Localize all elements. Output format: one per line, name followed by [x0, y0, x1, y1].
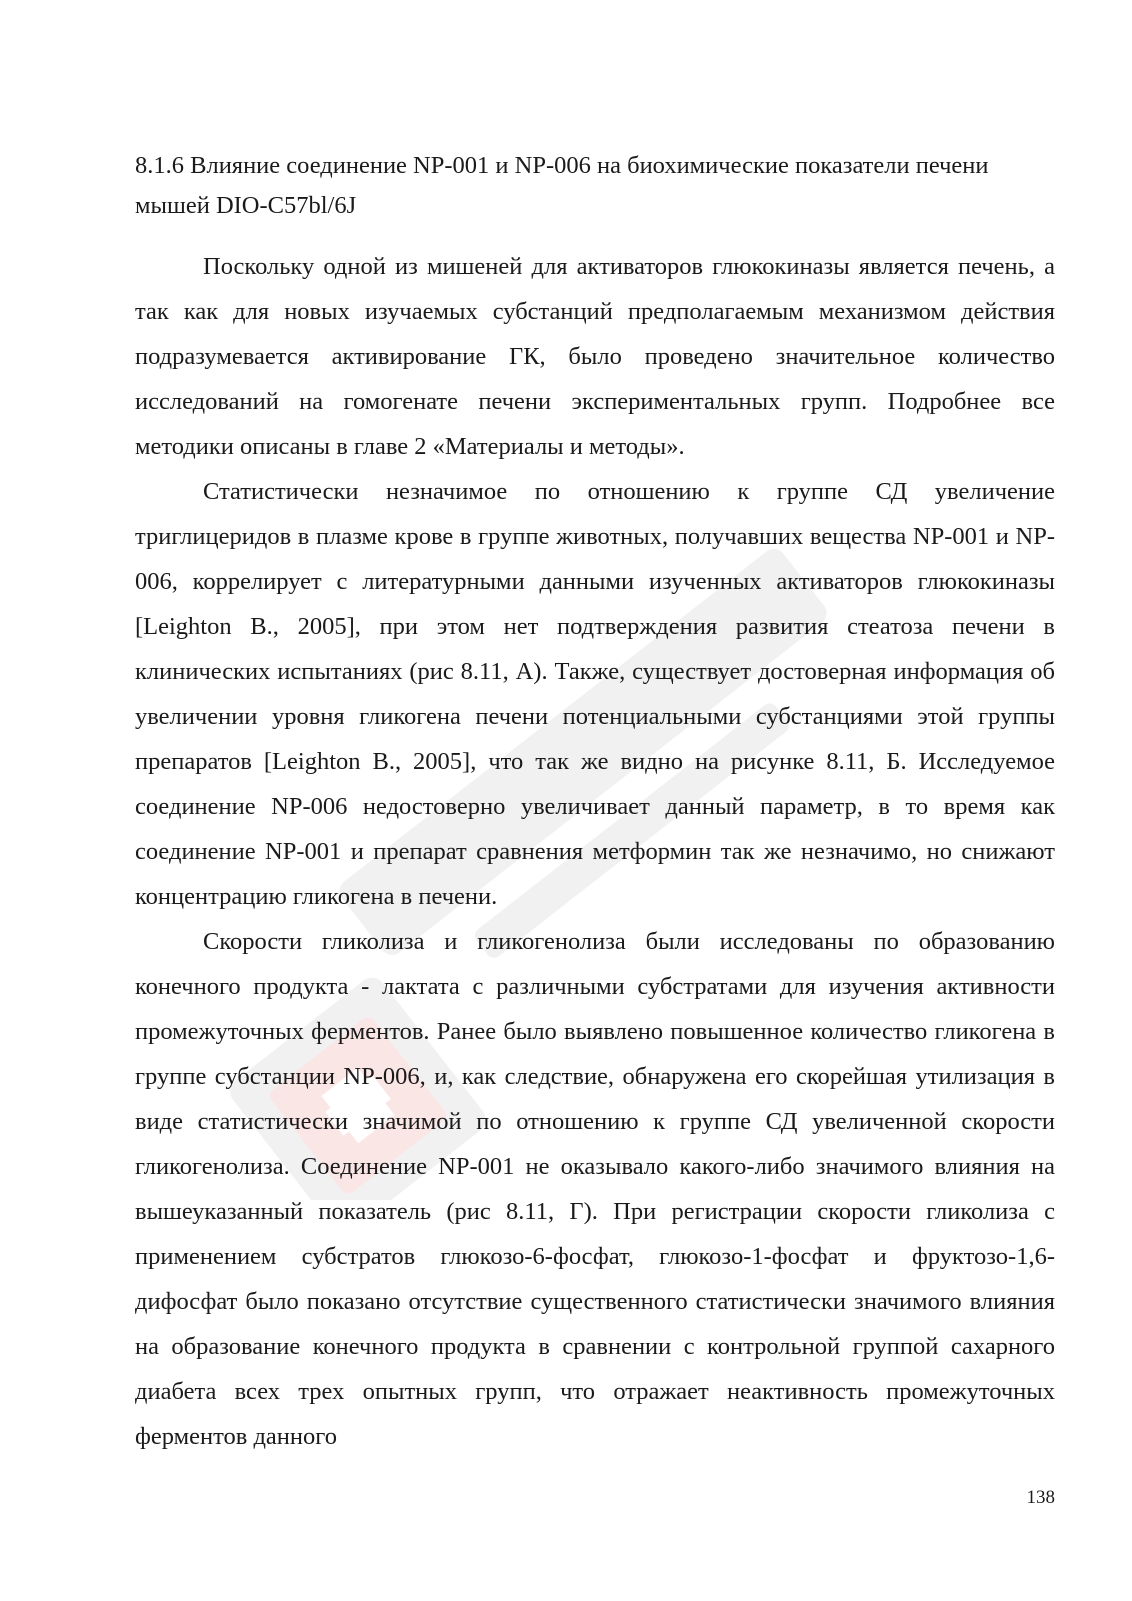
paragraph-3: Скорости гликолиза и гликогенолиза были исследованы по образованию конечного продукта - лактата с различными субстратами для изучения активности промежуточных ферментов. Ранее было выявлено повышенное количество гликогена в группе субстанции NP-006, и, как следствие, обнаружена его скорейшая утилизация в виде статистически значимой по отношению к группе СД увеличенной скорости гликогенолиза. Соединение NP-001 не оказывало какого-либо значимого влияния на вышеуказанный показатель (рис 8.11, Г). При регистрации скорости гликолиза с применением субстратов глюкозо-6-фосфат, глюкозо-1-фосфат и фруктозо-1,6-дифосфат было показано отсутствие существенного статистически значимого влияния на образование конечного продукта в сравнении с контрольной группой сахарного диабета всех трех опытных групп, что отражает неактивность промежуточных ферментов данного — [135, 928, 1055, 1450]
document-page — [135, 146, 1055, 1459]
page-number: 138 — [1026, 1487, 1055, 1508]
section-heading: 8.1.6 Влияние соединение NP-001 и NP-006 на биохимические показатели печени мышей DIO-C57bl/6J — [135, 152, 989, 219]
paragraph-2: Статистически незначимое по отношению к группе СД увеличение триглицеридов в плазме крове в группе животных, получавших вещества NP-001 и NP-006, коррелирует с литературными данными изученных активаторов глюкокиназы [Leighton B., 2005], при этом нет подтверждения развития стеатоза печени в клинических испытаниях (рис 8.11, А). Также, существует достоверная информация об увеличении уровня гликогена печени потенциальными субстанциями этой группы препаратов [Leighton B., 2005], что так же видно на рисунке 8.11, Б. Исследуемое соединение NP-006 недостоверно увеличивает данный параметр, в то время как соединение NP-001 и препарат сравнения метформин так же незначимо, но снижают концентрацию гликогена в печени. — [135, 478, 1055, 910]
paragraph-1: Поскольку одной из мишеней для активаторов глюкокиназы является печень, а так как для новых изучаемых субстанций предполагаемым механизмом действия подразумевается активирование ГК, было проведено значительное количество исследований на гомогенате печени экспериментальных групп. Подробнее все методики описаны в главе 2 «Материалы и методы». — [135, 253, 1055, 460]
